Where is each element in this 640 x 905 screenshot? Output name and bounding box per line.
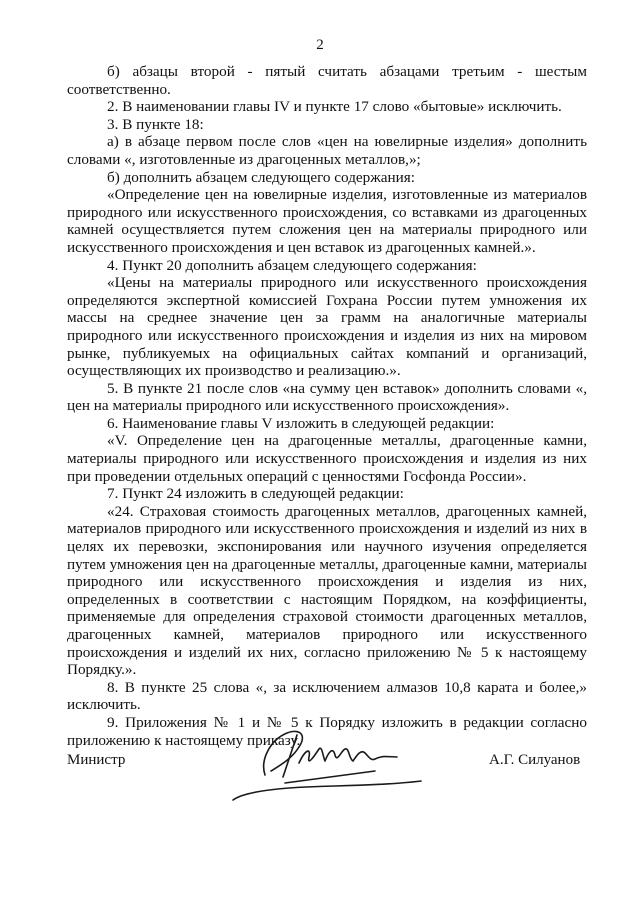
paragraph-item-3: 3. В пункте 18:	[107, 115, 204, 133]
paragraph-item-8: 8. В пункте 25 слова «, за исключением алмазов 10,8 карата и более,» исключить.	[67, 678, 587, 714]
paragraph-item-2: 2. В наименовании главы IV и пункте 17 слово «бытовые» исключить.	[107, 98, 562, 116]
paragraph-item-6: 6. Наименование главы V изложить в следующей редакции:	[107, 414, 495, 432]
document-body	[67, 63, 587, 749]
paragraph-b-abzacy: б) абзацы второй - пятый считать абзацами третьим - шестым соответственно.	[67, 63, 587, 98]
signatory-title: Министр	[67, 752, 126, 768]
paragraph-item-3b: б) дополнить абзацем следующего содержания:	[107, 168, 415, 186]
paragraph-quote-1: «Определение цен на ювелирные изделия, изготовленные из материалов природного или искусственного происхождения, со вставками из драгоценных камней осуществляется путем сложения цен на материалы природного или искусственного происхождения и цен вставок из драгоценных камней.».	[67, 186, 587, 256]
paragraph-quote-4: «24. Страховая стоимость драгоценных металлов, драгоценных камней, материалов природного или искусственного происхождения и изделий из них в целях их перевозки, экспонирования или научного изучения определяется путем умножения цен на драгоценные металлы, драгоценные камни, материалы природного или искусственного происхождения и изделия из них, определенных в соответствии с настоящим Порядком, на коэффициенты, применяемые для определения страховой стоимости драгоценных металлов, драгоценных камней, материалов природного или искусственного происхождения и изделий их них, согласно приложению № 5 к настоящему Порядку.».	[67, 502, 587, 679]
paragraph-item-9: 9. Приложения № 1 и № 5 к Порядку изложить в редакции согласно приложению к настоящему приказу.	[67, 713, 587, 749]
paragraph-quote-3: «V. Определение цен на драгоценные металлы, драгоценные камни, материалы природного или искусственного происхождения и изделия из них при проведении отдельных операций с ценностями Госфонда России».	[67, 432, 587, 485]
paragraph-item-7: 7. Пункт 24 изложить в следующей редакции:	[107, 485, 404, 503]
paragraph-item-3a: а) в абзаце первом после слов «цен на ювелирные изделия» дополнить словами «, изготовленные из драгоценных металлов,»;	[67, 133, 587, 168]
paragraph-quote-2: «Цены на материалы природного или искусственного происхождения определяются экспертной комиссией Гохрана России путем умножения их массы на среднее значение цен за грамм на аналогичные материалы природного или искусственного происхождения и изделия из них на мировом рынке, публикуемых на официальных сайтах компаний и организаций, осуществляющих их производство и реализацию.».	[67, 274, 587, 380]
page-number: 2	[316, 37, 324, 53]
handwritten-signature	[225, 705, 425, 805]
signatory-name: А.Г. Силуанов	[489, 752, 581, 768]
paragraph-item-5: 5. В пункте 21 после слов «на сумму цен вставок» дополнить словами «, цен на материалы природного или искусственного происхождения».	[67, 379, 587, 415]
paragraph-item-4: 4. Пункт 20 дополнить абзацем следующего содержания:	[107, 256, 477, 274]
